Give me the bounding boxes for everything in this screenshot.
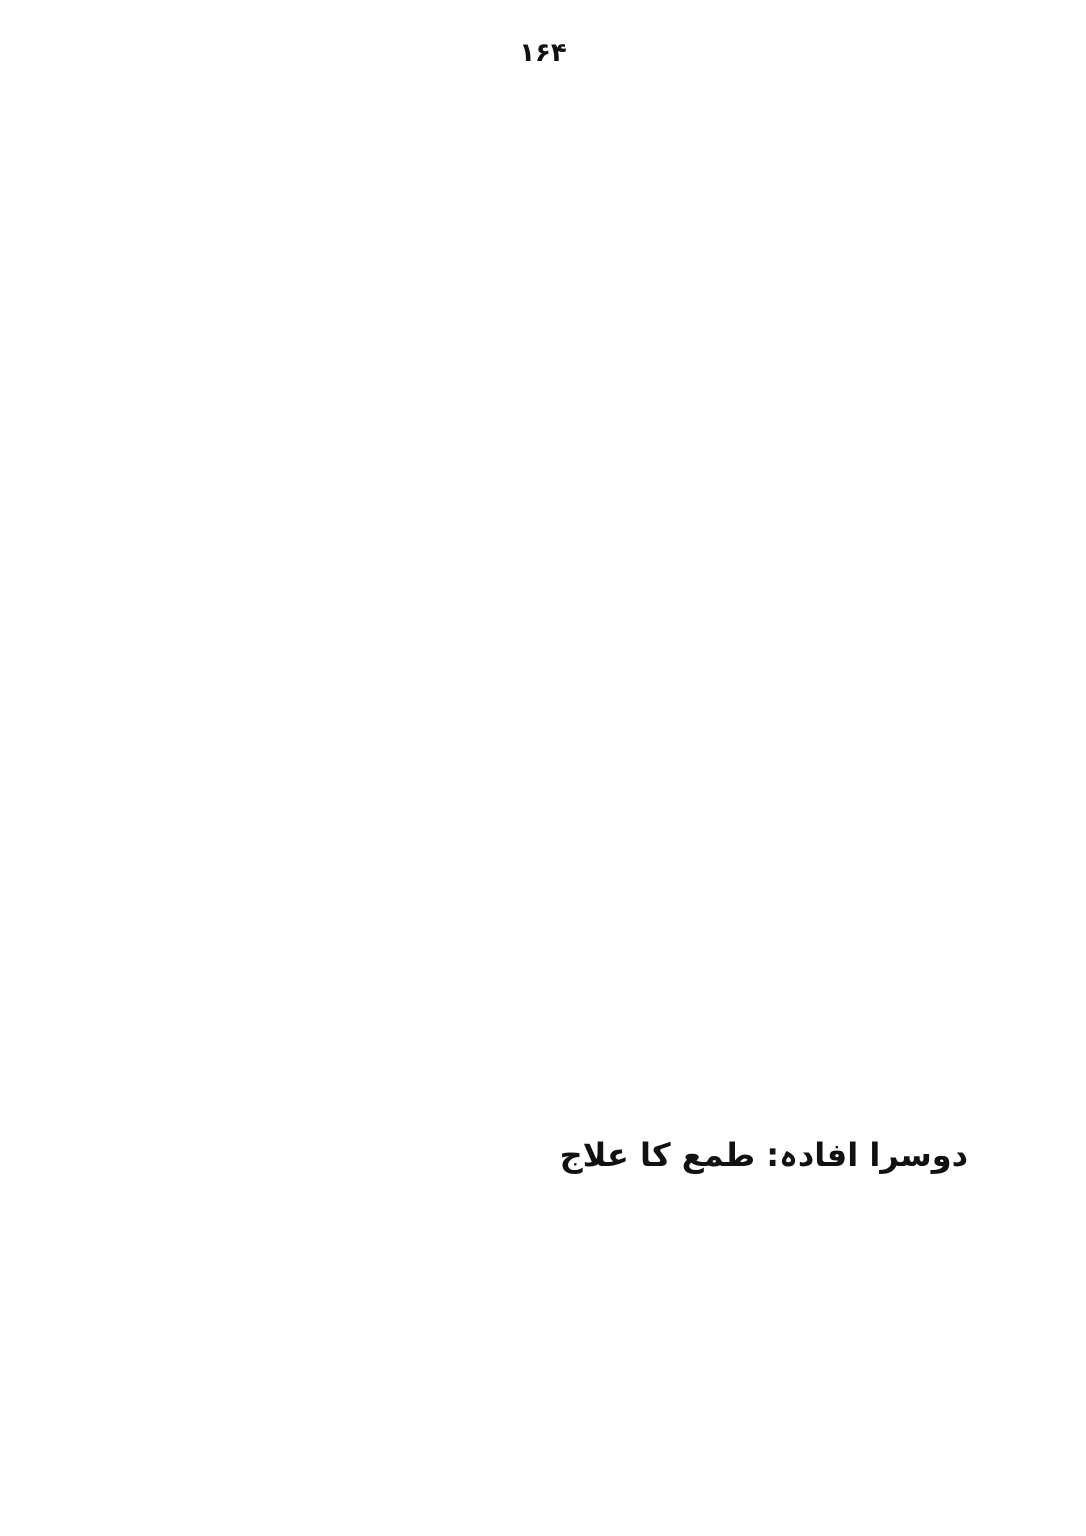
text-line <box>124 858 968 912</box>
text-line <box>124 1020 968 1074</box>
paragraph <box>124 102 968 372</box>
text-line <box>124 264 968 318</box>
text-line <box>124 1236 968 1290</box>
paragraph <box>124 1074 968 1128</box>
text-line <box>124 534 968 588</box>
text-line <box>124 1182 968 1236</box>
paragraph <box>124 1182 968 1398</box>
text-line <box>124 966 968 1020</box>
text-line <box>124 102 968 156</box>
text-line <box>124 750 968 804</box>
text-line <box>124 426 968 480</box>
text-line <box>124 372 968 426</box>
text-line <box>124 912 968 966</box>
text-line <box>124 480 968 534</box>
text-line <box>124 156 968 210</box>
text-line <box>124 318 968 372</box>
text-line <box>124 642 968 696</box>
text-line <box>124 588 968 642</box>
text-line <box>124 696 968 750</box>
page-text <box>124 102 968 1398</box>
text-line <box>124 804 968 858</box>
section-heading: دوسرا افادہ: طمع کا علاج <box>559 1136 968 1174</box>
text-line <box>124 1290 968 1344</box>
text-line <box>124 1074 968 1128</box>
text-line <box>124 210 968 264</box>
page-number: ۱۶۴ <box>519 38 567 68</box>
paragraph <box>124 372 968 1074</box>
text-line <box>124 1344 968 1398</box>
